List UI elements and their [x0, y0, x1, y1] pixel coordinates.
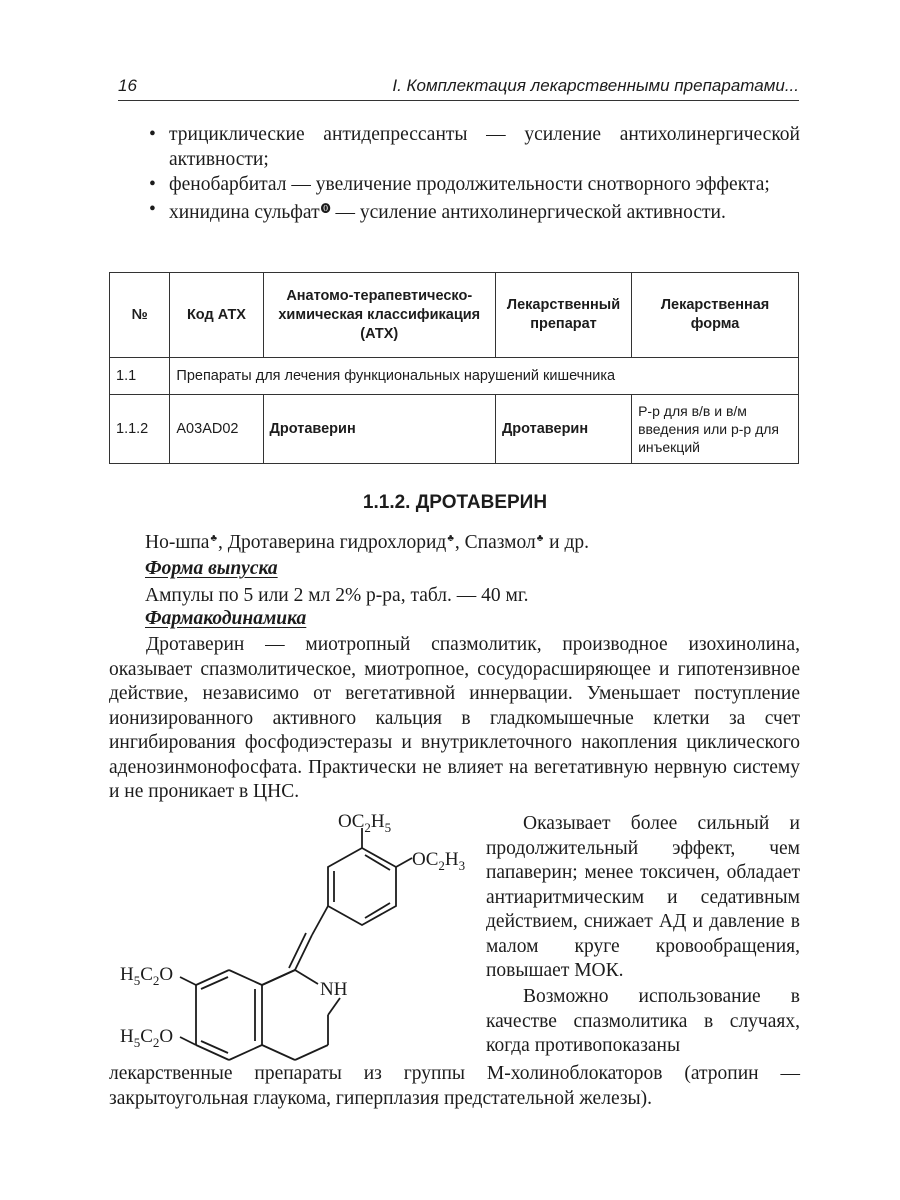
- separator: и др.: [544, 532, 590, 553]
- ethoxy-group-top: $OC_2H_5$: [338, 811, 392, 835]
- pharmacodynamics-title: Фармакодинамика: [145, 608, 307, 629]
- column-header: Лекарственный препарат: [495, 273, 631, 358]
- running-head: [118, 70, 799, 101]
- brand-name: Но-шпа: [145, 532, 210, 553]
- effect-text: — увеличение продолжительности снотворного эффекта;: [286, 174, 770, 195]
- release-form-title: Форма выпуска: [145, 558, 278, 579]
- page-number: 16: [118, 76, 137, 95]
- body-line: лекарственные препараты из группы М-холиноблокаторов (атропин —: [109, 1063, 800, 1084]
- list-item: [145, 197, 800, 225]
- table-cell: 1.1.2: [110, 395, 170, 464]
- ethoxy-group-right: $OC_2H_3$: [412, 849, 466, 873]
- ethoxy-group-left-upper: $H_5C_2O$: [120, 964, 174, 988]
- brand-name: Спазмол: [464, 532, 536, 553]
- brand-names: [145, 532, 589, 554]
- side-paragraph: Возможно использование в качестве спазмолитика в случаях, когда противопоказаны: [486, 986, 800, 1056]
- drug-name: хинидина сульфат: [169, 202, 320, 223]
- table-row: [110, 358, 799, 395]
- column-header: №: [110, 273, 170, 358]
- table-row: [110, 395, 799, 464]
- drug-name: фенобарбитал: [169, 174, 287, 195]
- column-header: Анатомо-терапевтическо-химическая классификация (АТХ): [263, 273, 495, 358]
- drotaverine-structure-diagram: [100, 810, 500, 1065]
- side-paragraph: Оказывает более сильный и продолжительный эффект, чем папаверин; менее токсичен, обладает антиаритмическим и седативным действием, снижает АД и давление в малом круге кровообращения, повышает МОК.: [486, 813, 800, 981]
- table-cell: A03AD02: [170, 395, 263, 464]
- separator: ,: [218, 532, 228, 553]
- nh-label: NH: [320, 979, 348, 1000]
- table-cell: Препараты для лечения функциональных нарушений кишечника: [170, 358, 799, 395]
- running-title: I. Комплектация лекарственными препаратами...: [392, 76, 799, 95]
- effect-text: — усиление антихолинергической активности.: [330, 202, 726, 223]
- drug-name: трициклические антидепрессанты: [169, 124, 468, 145]
- table-cell: Дротаверин: [495, 395, 631, 464]
- table-cell: Р-р для в/в и в/м введения или р-р для инъекций: [632, 395, 799, 464]
- list-item: [145, 172, 800, 197]
- structure-bonds: [180, 828, 412, 1060]
- brand-mark: ♣: [536, 533, 544, 544]
- brand-mark: ♣: [447, 533, 454, 544]
- body-line: закрытоугольная глаукома, гиперплазия предстательной железы).: [109, 1088, 653, 1109]
- ethoxy-group-left-lower: $H_5C_2O$: [120, 1026, 174, 1050]
- list-item: [145, 122, 800, 172]
- column-header: Лекарственная форма: [632, 273, 799, 358]
- atc-table: [109, 272, 799, 464]
- brand-name: Дротаверина гидрохлорид: [227, 532, 447, 553]
- table-cell: Дротаверин: [263, 395, 495, 464]
- table-cell: 1.1: [110, 358, 170, 395]
- section-heading: 1.1.2. ДРОТАВЕРИН: [362, 492, 548, 513]
- footnote-mark: ⓿: [320, 204, 331, 215]
- brand-mark: ♣: [210, 533, 217, 544]
- release-form-text: Ампулы по 5 или 2 мл 2% р-ра, табл. — 40 мг.: [145, 585, 529, 606]
- column-header: Код АТХ: [170, 273, 263, 358]
- pharmacodynamics-text: Дротаверин — миотропный спазмолитик, производное изохинолина, оказывает спазмолитическое, миотропное, сосудорасширяющее и гипотензивное действие, независимо от вегетативной иннервации. Уменьшает поступление ионизированного активного кальция в гладкомышечные клетки за счет ингибирования фосфодиэстеразы и внутриклеточного накопления циклического аденозинмонофосфата. Практически не влияет на вегетативную нервную систему и не проникает в ЦНС.: [109, 634, 800, 802]
- table-header-row: [110, 273, 799, 358]
- interaction-list: [145, 122, 800, 225]
- effect-text: — усиление антихолинергической активности;: [169, 124, 800, 170]
- separator: ,: [454, 532, 465, 553]
